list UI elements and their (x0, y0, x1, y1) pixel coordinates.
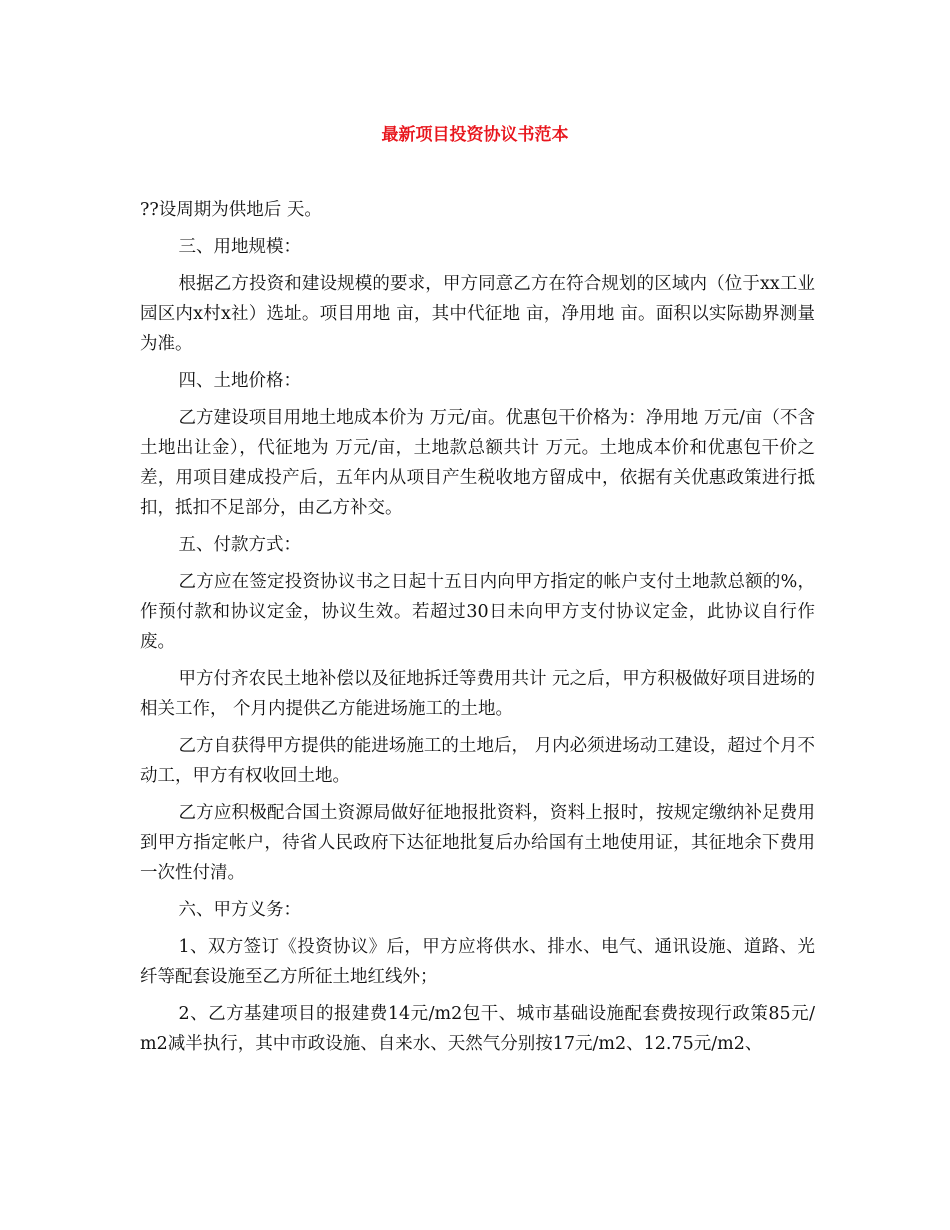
paragraph-obligation-1: 1、双方签订《投资协议》后，甲方应将供水、排水、电气、通讯设施、道路、光纤等配套设施至乙方所征土地红线外； (140, 937, 815, 987)
paragraph-construction-period: ??设周期为供地后 天。 (140, 200, 322, 220)
paragraph-payment-land-delivery: 甲方付齐农民土地补偿以及征地拆迁等费用共计 元之后，甲方积极做好项目进场的相关工作， 个月内提供乙方能进场施工的土地。 (140, 669, 815, 719)
section-heading-party-a-obligations: 六、甲方义务： (178, 900, 301, 920)
section-heading-payment-method: 五、付款方式： (178, 535, 301, 555)
paragraph-obligation-2: 2、乙方基建项目的报建费14元/m2包干、城市基础设施配套费按现行政策85元/m2减半执行，其中市政设施、自来水、天然气分别按17元/m2、12.75元/m2、 (140, 1004, 815, 1054)
paragraph-payment-deposit: 乙方应在签定投资协议书之日起十五日内向甲方指定的帐户支付土地款总额的%，作预付款和协议定金，协议生效。若超过30日未向甲方支付协议定金，此协议自行作废。 (140, 572, 815, 652)
paragraph-land-price: 乙方建设项目用地土地成本价为 万元/亩。优惠包干价格为：净用地 万元/亩（不含土地出让金），代征地为 万元/亩，土地款总额共计 万元。土地成本价和优惠包干价之差，用项目建成投产后，五年内从项目产生税收地方留成中，依据有关优惠政策进行抵扣，抵扣不足部分，由乙方补交。 (140, 408, 815, 518)
section-heading-land-scale: 三、用地规模： (178, 237, 301, 257)
section-heading-land-price: 四、土地价格： (178, 371, 301, 391)
paragraph-land-scale: 根据乙方投资和建设规模的要求，甲方同意乙方在符合规划的区域内（位于xx工业园区内x村x社）选址。项目用地 亩，其中代征地 亩，净用地 亩。面积以实际勘界测量为准。 (140, 274, 815, 354)
paragraph-construction-start: 乙方自获得甲方提供的能进场施工的土地后， 月内必须进场动工建设，超过个月不动工，甲方有权收回土地。 (140, 736, 815, 786)
paragraph-land-approval: 乙方应积极配合国土资源局做好征地报批资料，资料上报时，按规定缴纳补足费用到甲方指定帐户，待省人民政府下达征地批复后办给国有土地使用证，其征地余下费用一次性付清。 (140, 803, 815, 883)
document-title: 最新项目投资协议书范本 (381, 125, 569, 145)
document-body (140, 195, 815, 1066)
